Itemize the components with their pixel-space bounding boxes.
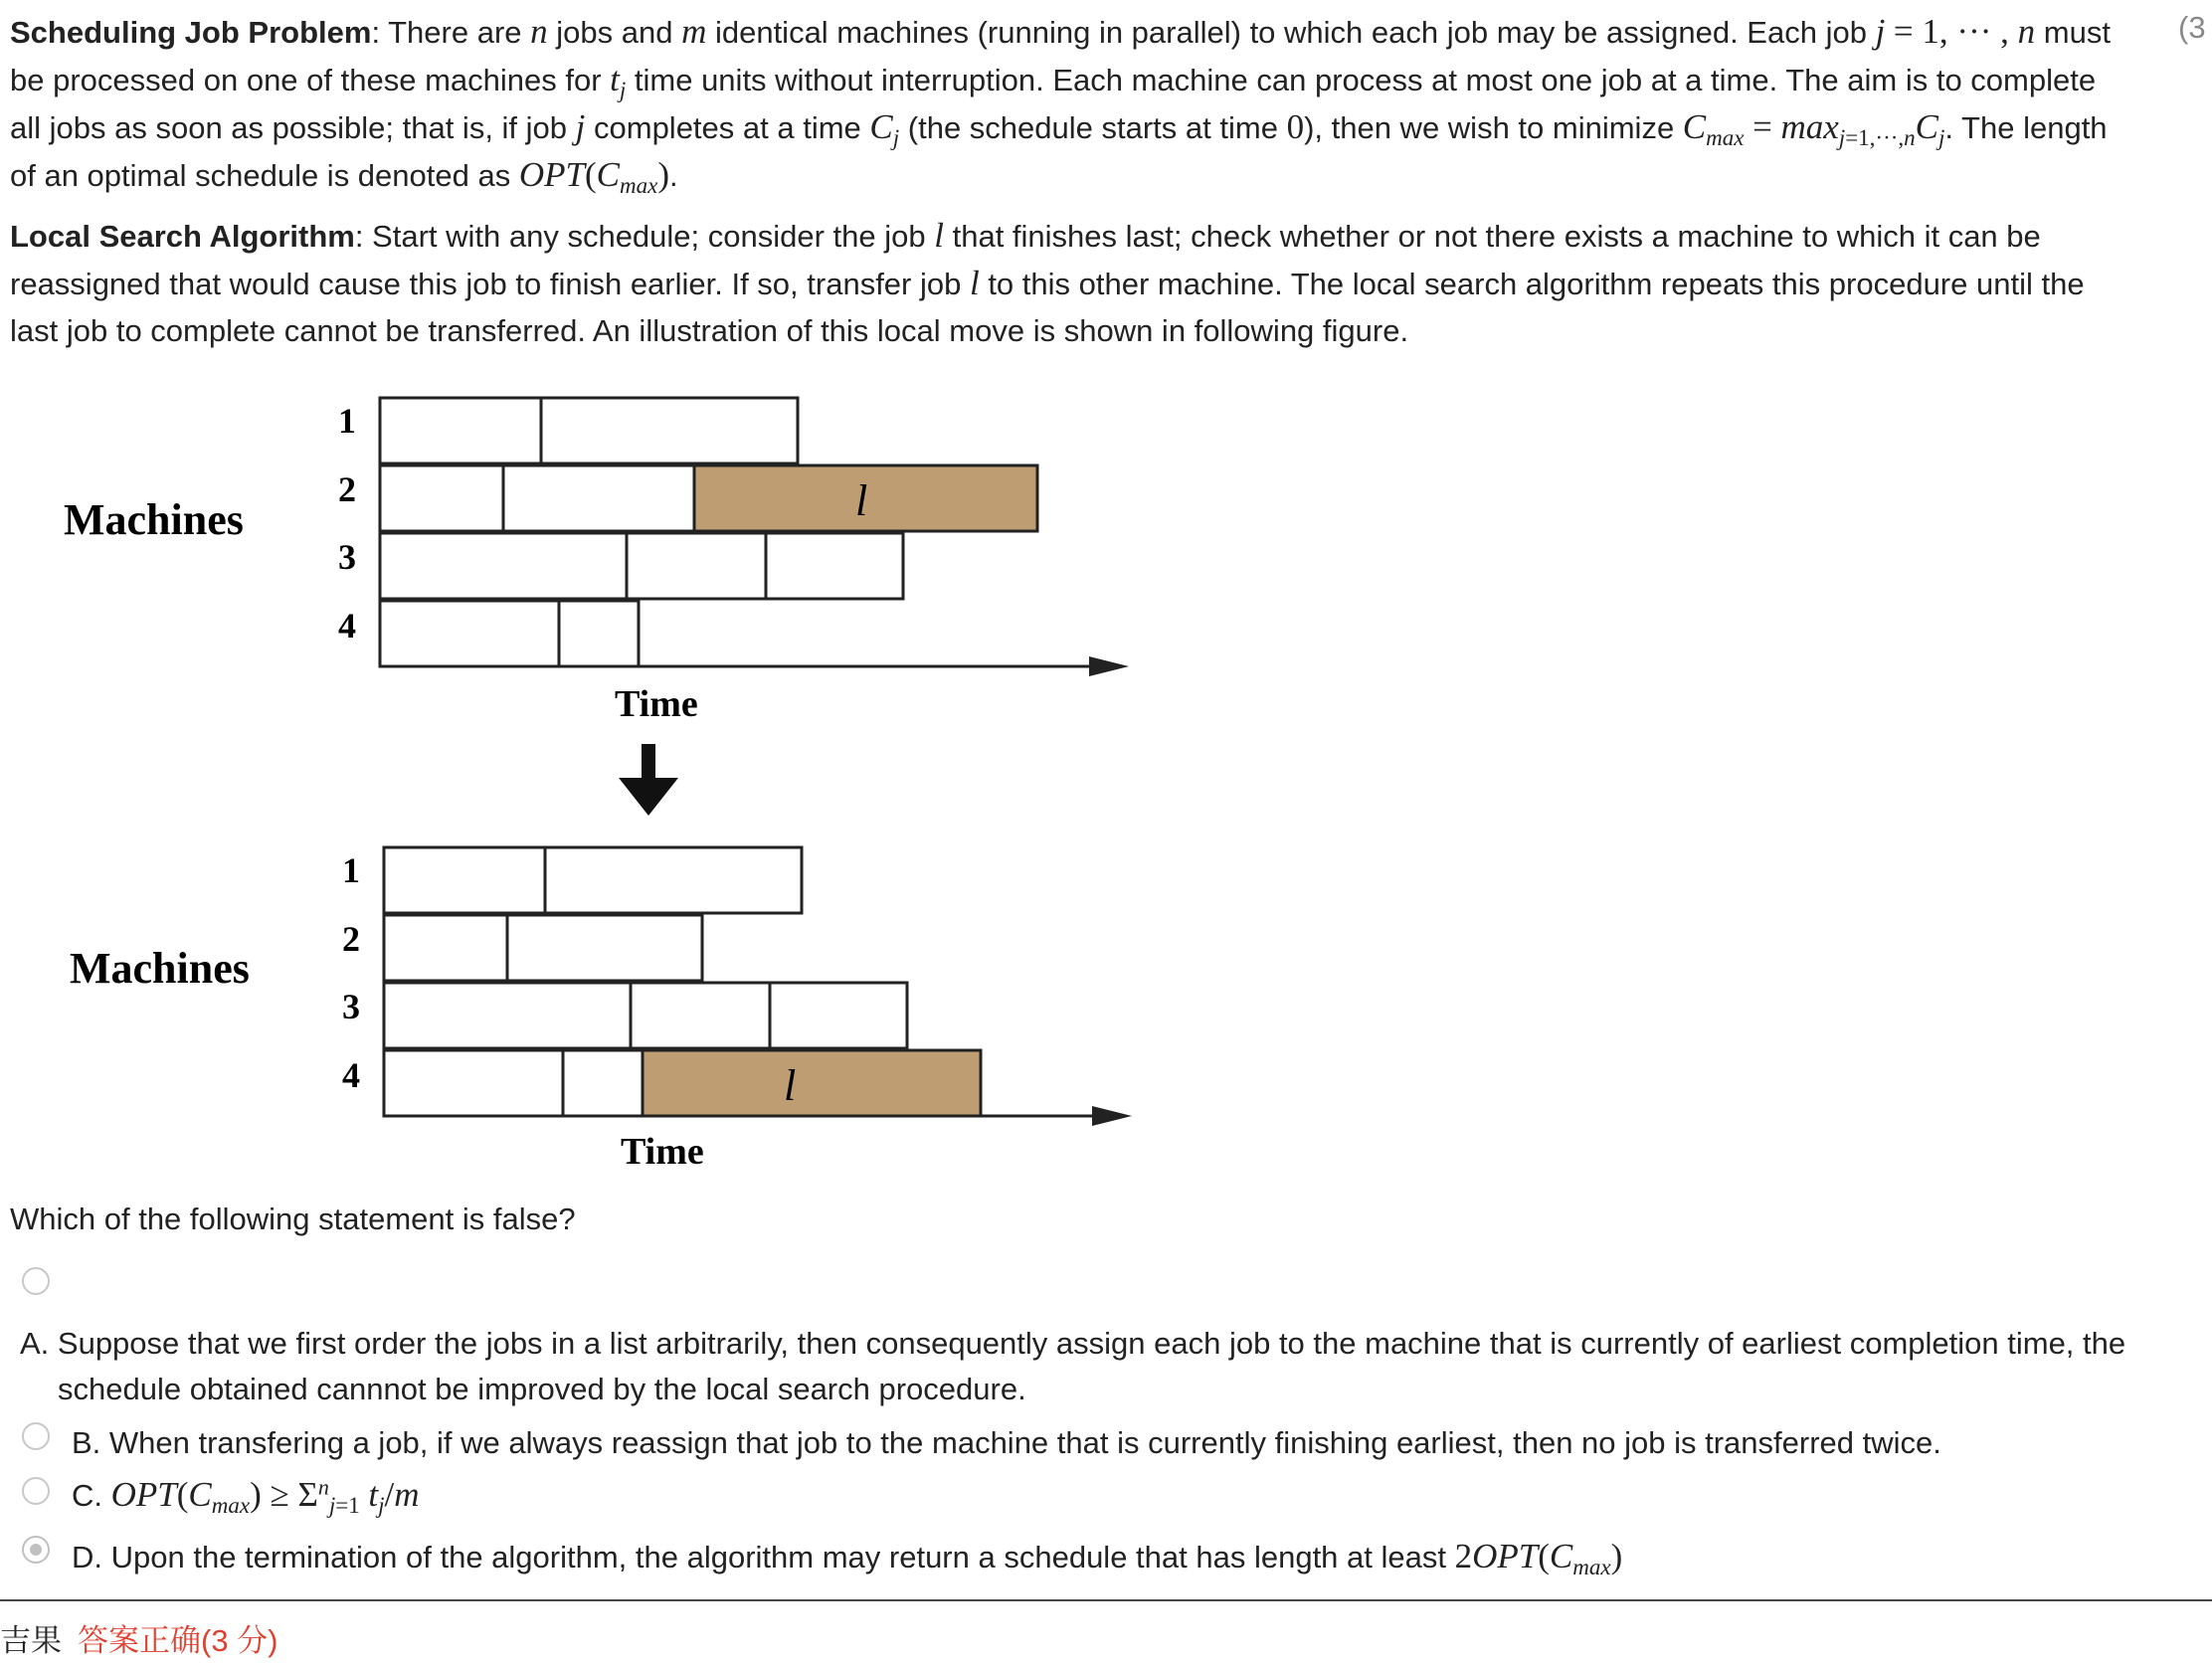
local-move-figure [0,368,1154,1174]
job-block [380,533,627,599]
job-l-label: l [855,476,868,525]
problem-statement: Scheduling Job Problem: There are n jobs and m identical machines (running in parallel) to which each job may be assigned. Each job j = 1, ··· , n must be processed on one of these machines for $t_j$ time units without interruption. Each machine can process at most one job at a time. The aim is to complete all jobs as soon as possible; that is, if job j completes at a time $C_j$ (the schedule starts at time 0), then we wish to minimize $C_{max} = \max_{j=1,\cdot\cdot\cdot,n}C_j$. The length of an optimal schedule is denoted as $OPT(C_{max})$. [10,12,2111,199]
machine-number: 4 [338,606,356,646]
algorithm-title: Local Search Algorithm [10,219,355,254]
points-indicator: (3 [2178,10,2206,45]
job-l-label: l [784,1061,797,1110]
option-c-text[interactable]: C. $OPT(C_{max}) \ge \Sigma^n_{j=1}$ $t_j/m$ [72,1474,420,1519]
time-axis-arrowhead [1089,656,1129,676]
machine-number: 2 [338,469,356,509]
job-block [384,847,545,913]
time-label: Time [615,683,698,725]
job-l-block [643,1050,981,1116]
job-block [503,465,694,531]
job-block [631,983,770,1048]
machine-number: 4 [342,1055,360,1095]
option-d-radio[interactable] [22,1536,50,1564]
machine-number: 3 [342,987,360,1026]
machine-number: 2 [342,919,360,959]
machine-number: 3 [338,537,356,577]
job-block [380,398,541,463]
option-a-text[interactable]: A. Suppose that we first order the jobs in a list arbitrarily, then consequently assign each job to the machine that is currently of earliest completion time, the schedule obtained cannnot be improved by the local search procedure. [20,1326,2126,1406]
option-b-text[interactable]: B. When transfering a job, if we always reassign that job to the machine that is currently finishing earliest, then no job is transferred twice. [72,1425,1941,1460]
algorithm-description: Local Search Algorithm: Start with any schedule; consider the job l that finishes last; check whether or not there exists a machine to which it can be reassigned that would cause this job to finish earlier. If so, transfer job l to this other machine. The local search algorithm repeats this procedure until the last job to complete cannot be transferred. An illustration of this local move is shown in following figure. [10,216,2085,348]
job-block [384,915,507,981]
job-block [627,533,766,599]
time-axis-arrowhead [1092,1106,1132,1126]
machine-number: 1 [342,850,360,890]
job-block [507,915,702,981]
machines-label: Machines [64,495,244,544]
job-block [384,983,631,1048]
job-block [384,1050,563,1116]
machines-label: Machines [70,944,250,993]
job-block [545,847,802,913]
job-block [380,601,559,666]
job-block [770,983,907,1048]
result-label: 吉果 [0,1623,62,1658]
option-a-radio[interactable] [22,1267,50,1295]
option-c-radio[interactable] [22,1477,50,1505]
option-d-text[interactable]: D. Upon the termination of the algorithm, the algorithm may return a schedule that has length at least $2OPT(C_{max})$ [72,1537,1623,1580]
job-block [541,398,798,463]
job-block [380,465,503,531]
job-block [563,1050,643,1116]
question-text: Which of the following statement is false? [10,1202,576,1236]
job-block [766,533,903,599]
job-block [559,601,639,666]
result-divider [0,1599,2212,1601]
option-b-radio[interactable] [22,1422,50,1450]
time-label: Time [621,1131,704,1173]
problem-title: Scheduling Job Problem [10,15,372,50]
down-arrow-icon [619,744,678,816]
schedule-before [64,398,1129,725]
machine-number: 1 [338,401,356,441]
schedule-after [70,847,1132,1173]
result-status: 答案正确(3 分) [78,1623,278,1658]
